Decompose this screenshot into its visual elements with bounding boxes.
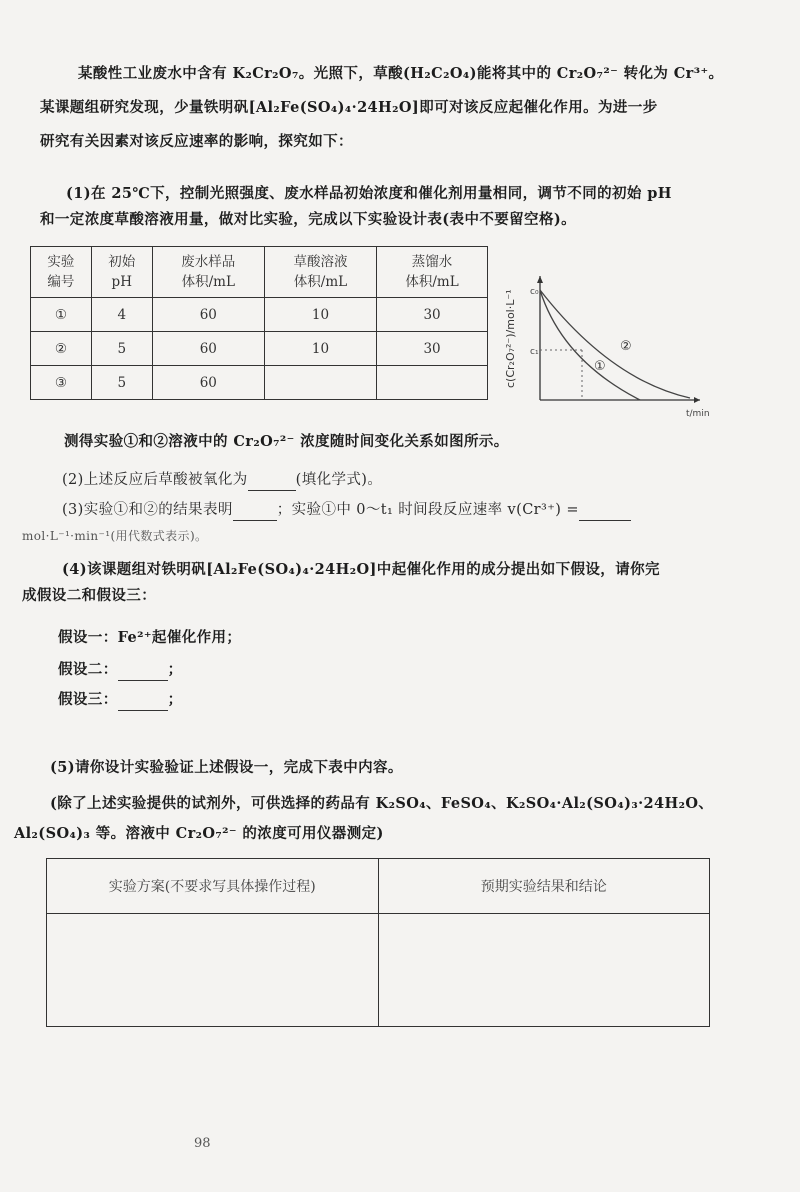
y-axis-arrow xyxy=(537,276,543,283)
y-value-c1: c₁ xyxy=(530,347,539,357)
intro-line-3: 研究有关因素对该反应速率的影响，探究如下： xyxy=(40,133,353,150)
plan-header-cell: 实验方案(不要求写具体操作过程) xyxy=(47,859,379,914)
table-cell: 30 xyxy=(377,298,488,332)
experiment-design-table xyxy=(30,246,488,400)
question-1-line-2: 和一定浓度草酸溶液用量，做对比实验，完成以下实验设计表(表中不要留空格)。 xyxy=(40,211,577,228)
table-header-row xyxy=(31,247,488,298)
question-4-line-2: 成假设二和假设三： xyxy=(22,587,157,604)
table-cell: ② xyxy=(31,332,92,366)
y-axis-label: c(Cr₂O₇²⁻)/mol·L⁻¹ xyxy=(504,289,517,388)
table-cell xyxy=(377,366,488,400)
question-3-unit: mol·L⁻¹·min⁻¹(用代数式表示)。 xyxy=(22,529,208,543)
table-cell: 30 xyxy=(377,332,488,366)
table-cell: 60 xyxy=(152,332,264,366)
answer-blank[interactable] xyxy=(579,500,631,521)
table-row xyxy=(47,914,710,1027)
question-4-line-1: (4)该课题组对铁明矾[Al₂Fe(SO₄)₄·24H₂O]中起催化作用的成分提出如下假设，请你完 xyxy=(62,561,660,578)
table-header-cell: 蒸馏水 体积/mL xyxy=(377,247,488,298)
answer-blank[interactable] xyxy=(118,660,168,681)
table-header-cell: 初始 pH xyxy=(91,247,152,298)
table-row xyxy=(31,366,488,400)
table-header-row xyxy=(47,859,710,914)
curve-2 xyxy=(540,290,690,398)
answer-blank[interactable] xyxy=(233,500,277,521)
curve-1-label: ① xyxy=(594,359,606,374)
table-cell: 4 xyxy=(91,298,152,332)
hypothesis-2: 假设二： ； xyxy=(58,660,183,681)
measured-line: 测得实验①和②溶液中的 Cr₂O₇²⁻ 浓度随时间变化关系如图所示。 xyxy=(64,433,509,450)
hypothesis-1: 假设一：Fe²⁺起催化作用； xyxy=(58,629,242,646)
page-number: 98 xyxy=(194,1136,211,1151)
answer-blank[interactable] xyxy=(248,470,296,491)
question-5-line-1: (5)请你设计实验验证上述假设一，完成下表中内容。 xyxy=(50,759,403,776)
table-cell: 5 xyxy=(91,366,152,400)
table-row xyxy=(31,332,488,366)
table-cell: ① xyxy=(31,298,92,332)
table-cell: 60 xyxy=(152,366,264,400)
answer-blank[interactable] xyxy=(118,690,168,711)
question-5-line-2: (除了上述实验提供的试剂外，可供选择的药品有 K₂SO₄、FeSO₄、K₂SO₄·Al₂(SO₄)₃·24H₂O、 xyxy=(50,795,714,812)
table-header-cell: 实验 编号 xyxy=(31,247,92,298)
table-cell: 10 xyxy=(264,298,376,332)
question-3: (3)实验①和②的结果表明 ；实验①中 0～t₁ 时间段反应速率 v(Cr³⁺) = xyxy=(62,500,631,521)
plan-answer-cell[interactable] xyxy=(47,914,379,1027)
curve-2-label: ② xyxy=(620,339,632,354)
question-1-line-1: (1)在 25℃下，控制光照强度、废水样品初始浓度和催化剂用量相同，调节不同的初始 pH xyxy=(66,185,672,202)
table-cell: 5 xyxy=(91,332,152,366)
question-2: (2)上述反应后草酸被氧化为 (填化学式)。 xyxy=(62,470,382,491)
table-cell: ③ xyxy=(31,366,92,400)
plan-header-cell: 预期实验结果和结论 xyxy=(378,859,710,914)
table-cell: 10 xyxy=(264,332,376,366)
x-axis-arrow xyxy=(694,397,700,403)
table-header-cell: 草酸溶液 体积/mL xyxy=(264,247,376,298)
question-5-line-3: Al₂(SO₄)₃ 等。溶液中 Cr₂O₇²⁻ 的浓度可用仪器测定) xyxy=(14,825,384,842)
hypothesis-3: 假设三： ； xyxy=(58,690,183,711)
table-header-cell: 废水样品 体积/mL xyxy=(152,247,264,298)
concentration-time-graph xyxy=(500,270,710,420)
plan-answer-cell[interactable] xyxy=(378,914,710,1027)
x-axis-label: t/min xyxy=(686,409,710,419)
experiment-plan-table xyxy=(46,858,710,1027)
y-value-c0: c₀ xyxy=(530,287,539,297)
table-cell xyxy=(264,366,376,400)
intro-line-1: 某酸性工业废水中含有 K₂Cr₂O₇。光照下，草酸(H₂C₂O₄)能将其中的 Cr₂O₇²⁻ 转化为 Cr³⁺。 xyxy=(78,65,724,82)
table-row xyxy=(31,298,488,332)
intro-line-2: 某课题组研究发现，少量铁明矾[Al₂Fe(SO₄)₄·24H₂O]即可对该反应起催化作用。为进一步 xyxy=(40,99,658,116)
table-cell: 60 xyxy=(152,298,264,332)
